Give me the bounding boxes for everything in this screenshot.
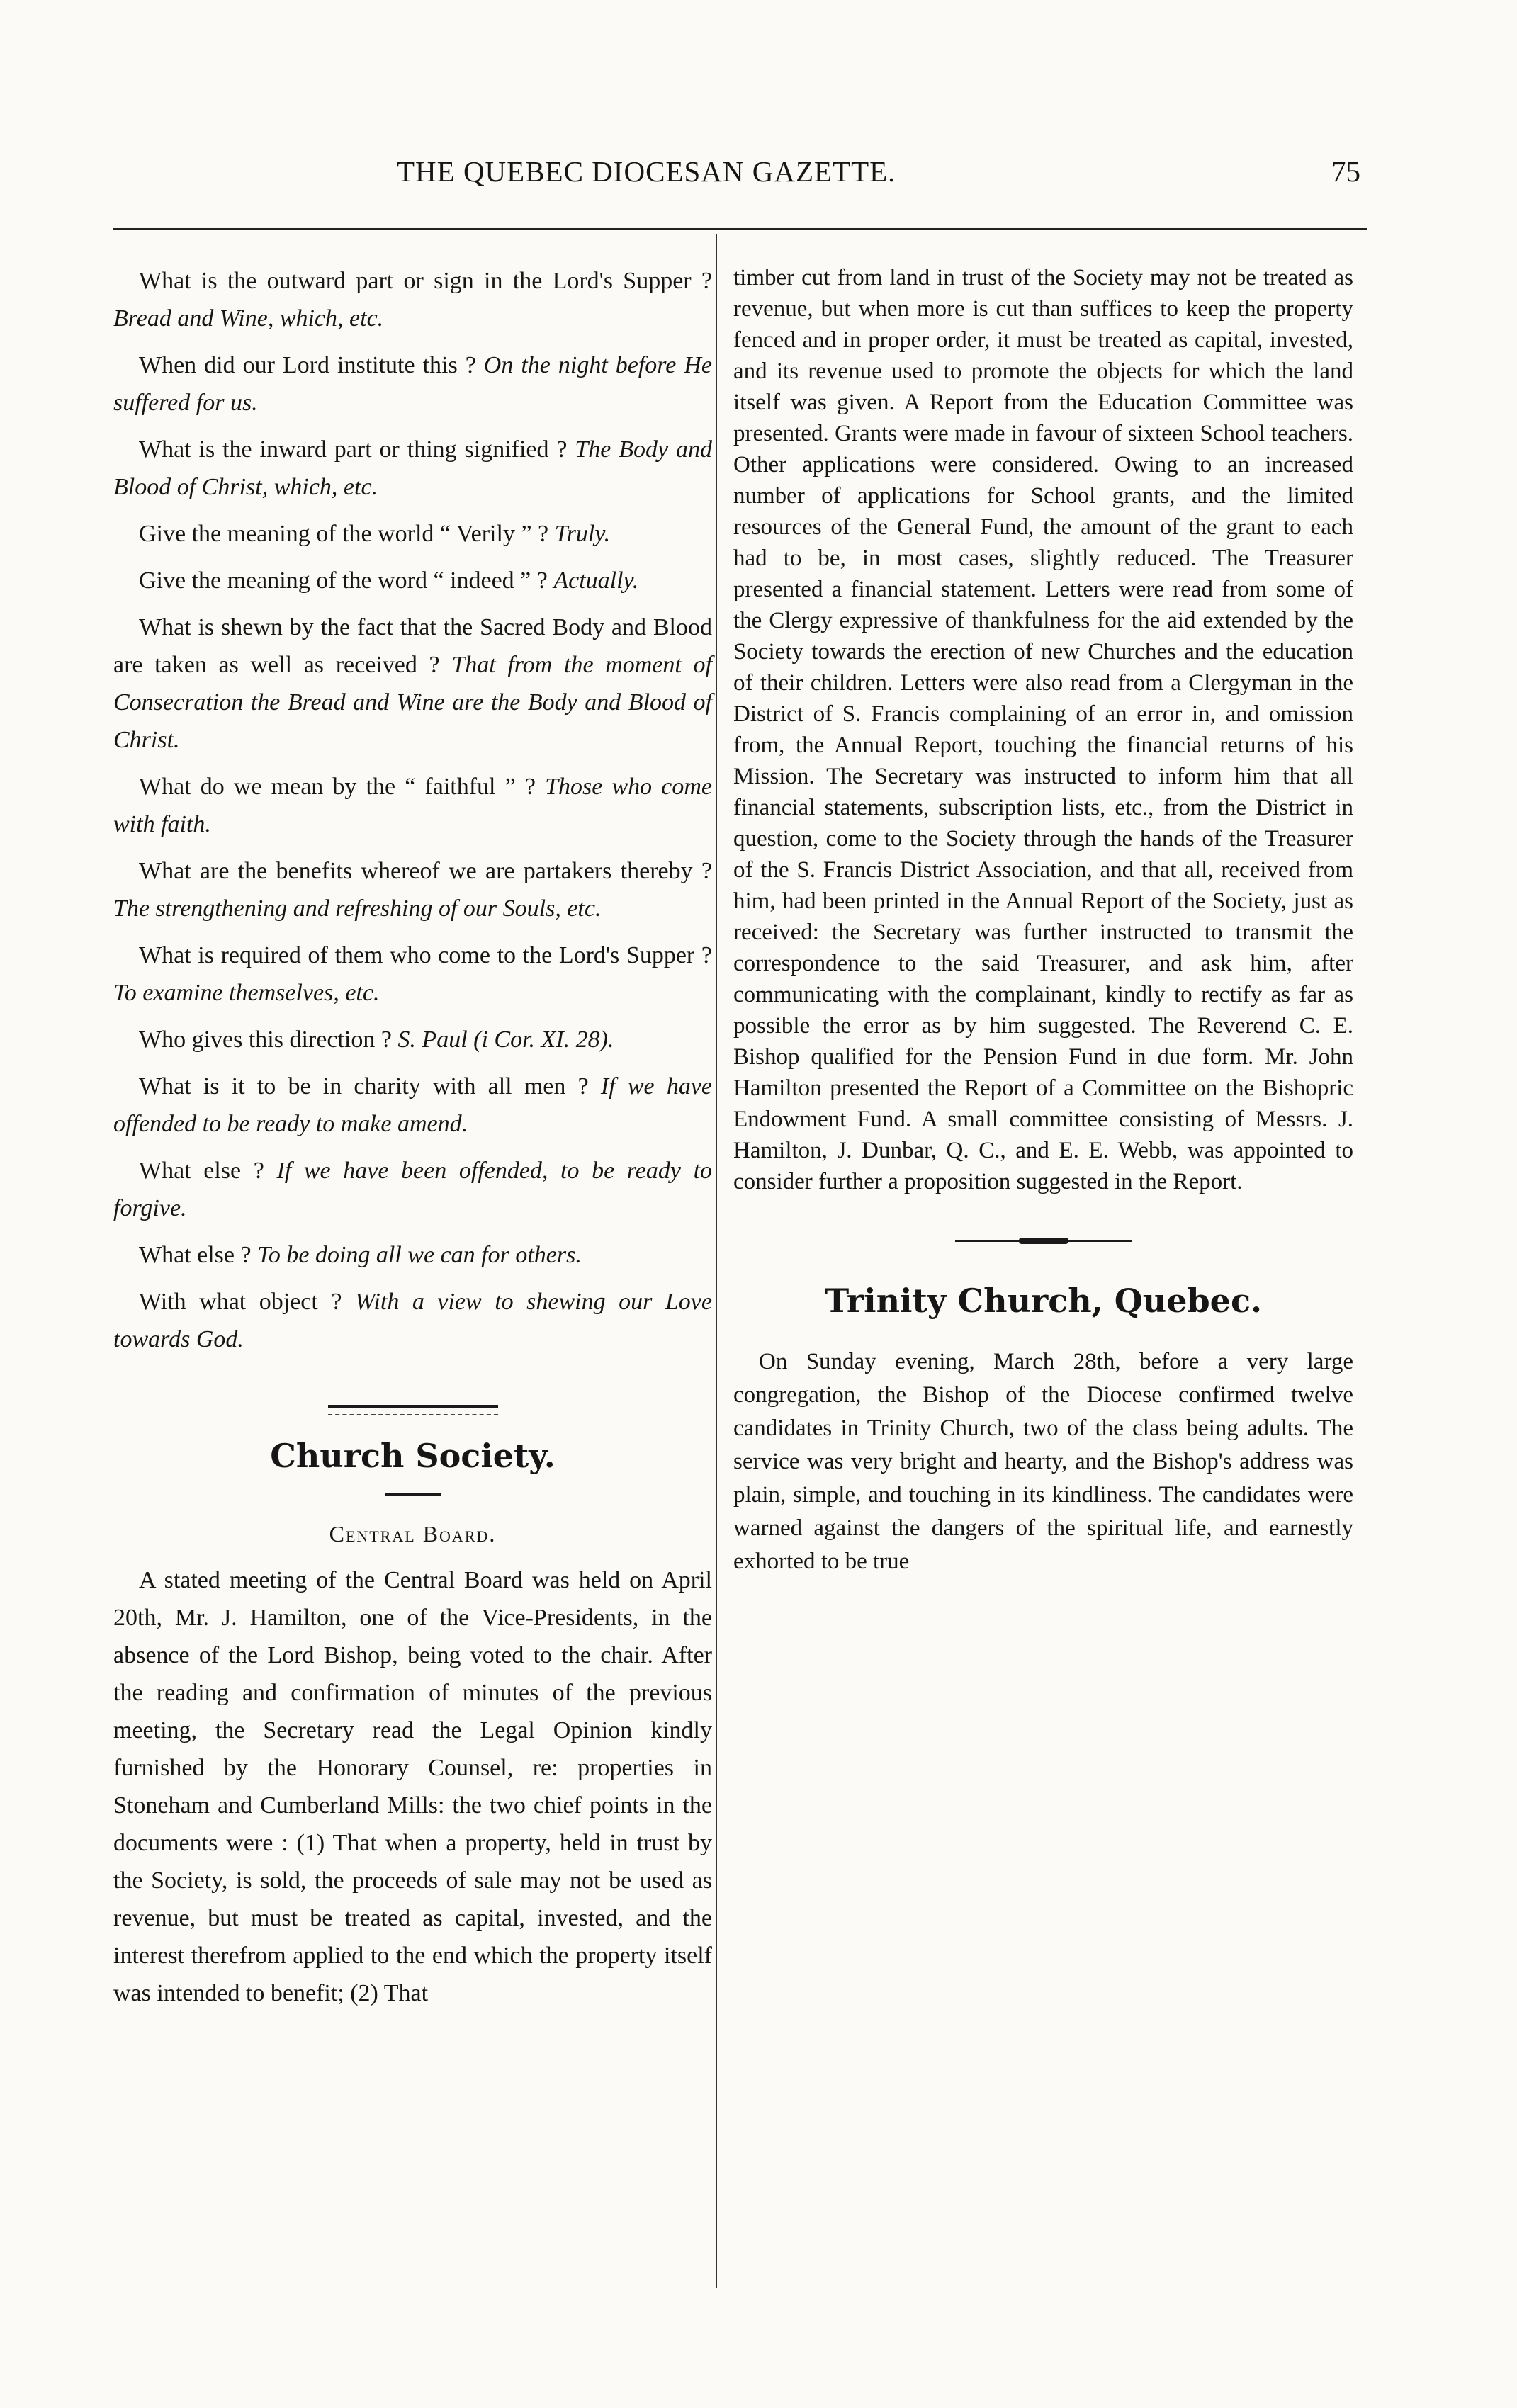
catechism-list [113, 262, 712, 1358]
church-society-heading: Church Society. [270, 1437, 556, 1475]
right-column [733, 262, 1353, 1588]
catechism-item: What is the inward part or thing signified ? The Body and Blood of Christ, which, etc. [113, 436, 713, 500]
catechism-item: Give the meaning of the word “ indeed ” ? Actually. [139, 567, 639, 594]
page-header-title: THE QUEBEC DIOCESAN GAZETTE. [397, 155, 896, 188]
left-column [113, 262, 712, 2022]
catechism-item: What is it to be in charity with all men ? If we have offended to be ready to make amend. [113, 1073, 712, 1137]
column-divider [716, 234, 717, 2288]
catechism-item: What do we mean by the “ faithful ” ? Those who come with faith. [113, 774, 712, 837]
article-paragraph: A stated meeting of the Central Board was held on April 20th, Mr. J. Hamilton, one of the Vice-Presidents, in the absence of the Lord Bishop, being voted to the chair. After the reading and confirmation of minutes of the previous meeting, the Secretary read the Legal Opinion kindly furnished by the Honorary Counsel, re: properties in Stoneham and Cumberland Mills: the two chief points in the documents were : (1) That when a property, held in trust by the Society, is sold, the proceeds of sale may not be used as revenue, but must be treated as capital, invested, and the interest therefrom applied to the end which the property itself was intended to benefit; (2) That [113, 1567, 712, 2006]
central-board-subheading: Central Board. [329, 1521, 497, 1547]
catechism-item: With what object ? With a view to shewing our Love towards God. [113, 1289, 712, 1352]
article-paragraph: On Sunday evening, March 28th, before a very large congregation, the Bishop of the Diocese confirmed twelve candidates in Trinity Church, two of the class being adults. The service was very bright and hearty, and the Bishop's address was plain, simple, and touching in its kindliness. The candidates were warned against the dangers of the spiritual life, and earnestly exhorted to be true [733, 1349, 1353, 1574]
catechism-item: What else ? If we have been offended, to be ready to forgive. [113, 1158, 713, 1221]
catechism-item: What is required of them who come to the Lord's Supper ? To examine themselves, etc. [113, 942, 712, 1006]
short-rule [385, 1493, 441, 1496]
catechism-item: What is shewn by the fact that the Sacred Body and Blood are taken as well as received ? That from the moment of Consecration the Bread and Wine are the Body and Blood of Christ. [113, 614, 713, 753]
article-paragraph-continued: timber cut from land in trust of the Society may not be treated as revenue, but when more is cut than suffices to keep the property fenced and in proper order, it must be treated as capital, invested, and its revenue used to promote the objects for which the land itself was given. A Report from the Education Committee was presented. Grants were made in favour of sixteen School teachers. Other applications were considered. Owing to an increased number of applications for School grants, and the limited resources of the General Fund, the amount of the grant to each had to be, in most cases, slightly reduced. The Treasurer presented a financial statement. Letters were read from some of the Clergy expressive of thankfulness for the aid extended by the Society towards the erection of new Churches and the education of their children. Letters were also read from a Clergyman in the District of S. Francis complaining of an error in, and omission from, the Annual Report, touching the financial returns of his Mission. The Secretary was instructed to inform him that all financial statements, subscription lists, etc., from the District in question, come to the Society through the hands of the Treasurer of the S. Francis District Association, and that all, received from him, had been printed in the Annual Report of the Society, just as received: the Secretary was further instructed to transmit the correspondence to the said Treasurer, and ask him, after communicating with the complainant, kindly to rectify as far as possible the error as by him suggested. The Reverend C. E. Bishop qualified for the Pension Fund in due form. Mr. John Hamilton presented the Report of a Committee on the Bishopric Endowment Fund. A small committee consisting of Messrs. J. Hamilton, J. Dunbar, Q. C., and E. E. Webb, was appointed to consider further a proposition suggested in the Report. [733, 265, 1353, 1194]
catechism-item: What else ? To be doing all we can for others. [139, 1242, 582, 1268]
catechism-item: Who gives this direction ? S. Paul (i Cor. XI. 28). [139, 1027, 614, 1053]
section-ornament-rule [328, 1405, 498, 1408]
catechism-item: What are the benefits whereof we are partakers thereby ? The strengthening and refreshing of our Souls, etc. [113, 858, 712, 922]
trinity-church-article [733, 1345, 1353, 1578]
church-society-article-left [113, 1561, 712, 2012]
catechism-item: When did our Lord institute this ? On the night before He suffered for us. [113, 352, 713, 416]
section-ornament-rule [955, 1240, 1132, 1242]
catechism-item: Give the meaning of the world “ Verily ” ? Truly. [139, 521, 611, 547]
header-rule [113, 228, 1367, 230]
page-number: 75 [1331, 155, 1360, 188]
trinity-church-heading: Trinity Church, Quebec. [825, 1282, 1262, 1320]
church-society-article-right [733, 262, 1353, 1197]
catechism-item: What is the outward part or sign in the Lord's Supper ? Bread and Wine, which, etc. [113, 268, 712, 332]
